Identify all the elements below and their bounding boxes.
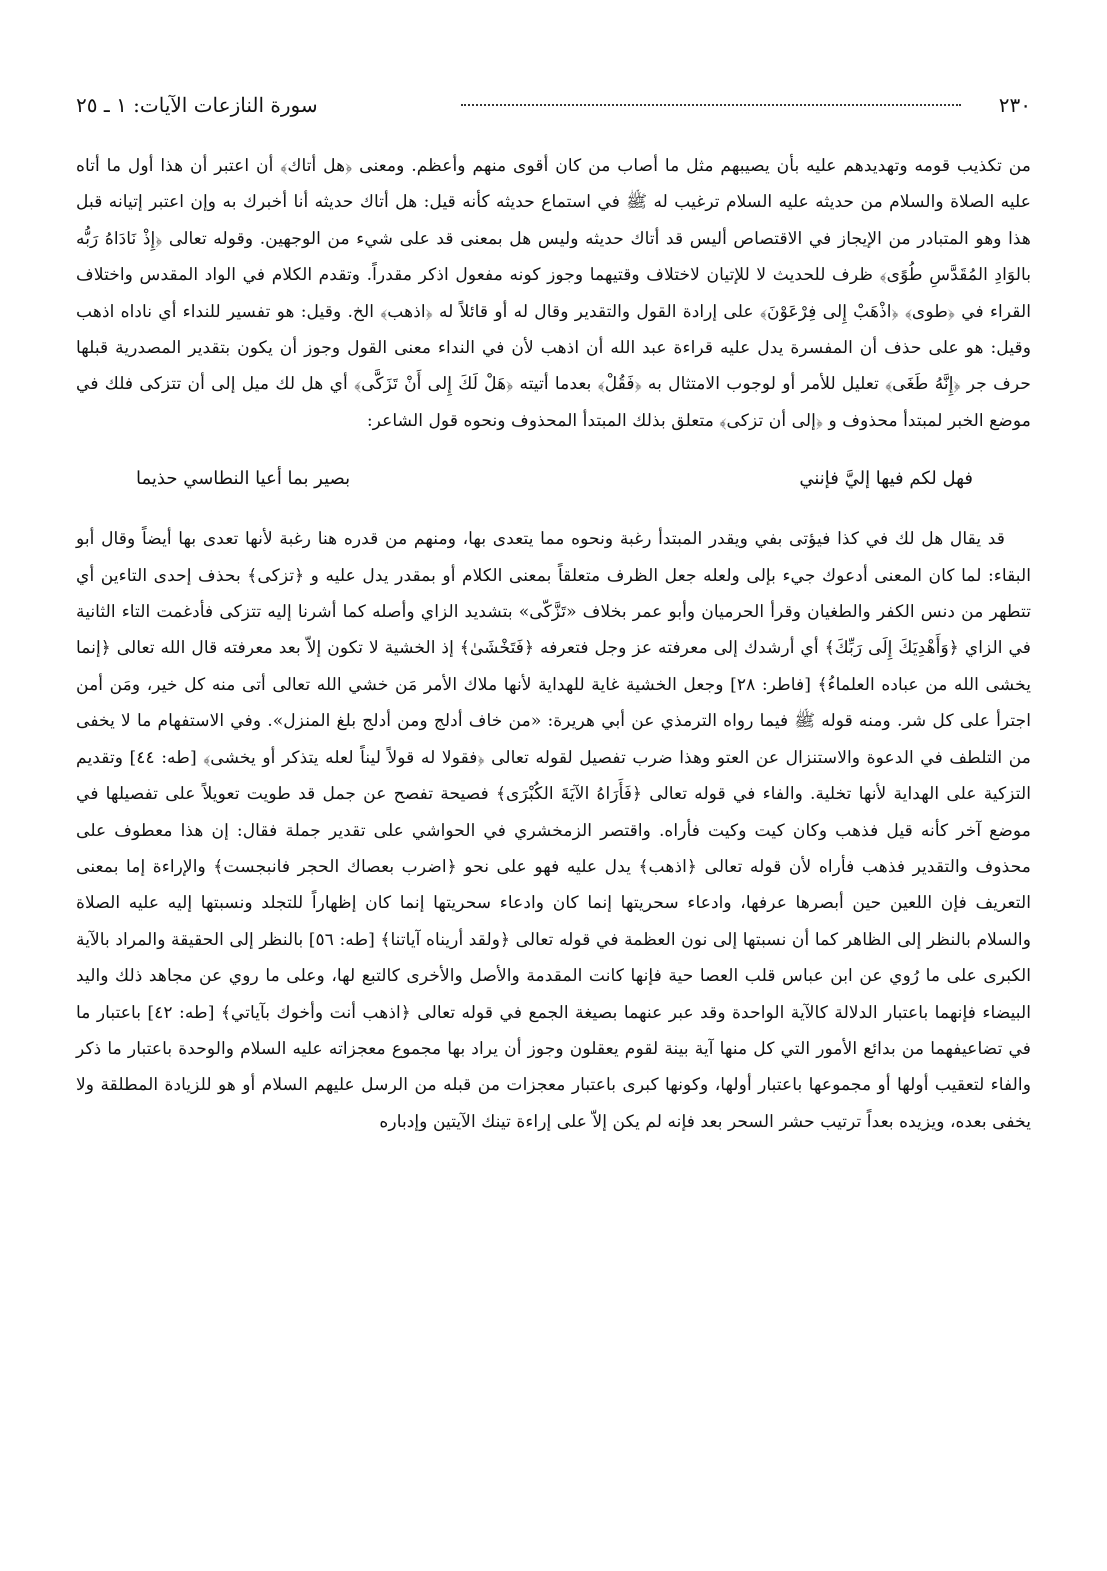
verse-left-hemistich: بصير بما أعيا النطاسي حذيما: [136, 468, 351, 490]
poetry-verse: [136, 461, 973, 497]
page-body: [76, 148, 1031, 1140]
section-title: سورة النازعات الآيات: ١ ـ ٢٥: [76, 93, 318, 117]
verse-right-hemistich: فهل لكم فيها إليَّ فإنني: [799, 468, 973, 490]
header-dotted-leader: [461, 104, 961, 106]
page-header: [76, 90, 1031, 120]
paragraph: من تكذيب قومه وتهديدهم عليه بأن يصيبهم مثل ما أصاب من كان أقوى منهم وأعظم. ومعنى ﴿هل أتاك﴾ أن اعتبر أن هذا أول ما أتاه عليه الصلاة والسلام من حديثه عليه السلام ترغيب له ﷺ في استماع حديثه كأنه قيل: هل أتاك حديثه أنا أخبرك به وإن اعتبر إتيانه قبل هذا وهو المتبادر من الإيجاز في الاقتصاص أليس قد أتاك حديثه وليس هل بمعنى قد على شيء من الوجهين. وقوله تعالى ﴿إِذْ نَادَاهُ رَبُّه بالوَادِ المُقَدَّسِ طُوًى﴾ ظرف للحديث لا للإتيان لاختلاف وقتيهما وجوز كونه مفعول اذكر مقدراً. وتقدم الكلام في الواد المقدس واختلاف القراء في ﴿طوى﴾ ﴿اذْهَبْ إِلى فِرْعَوْنَ﴾ على إرادة القول والتقدير وقال له أو قائلاً له ﴿اذهب﴾ الخ. وقيل: هو تفسير للنداء أي ناداه اذهب وقيل: هو على حذف أن المفسرة يدل عليه قراءة عبد الله أن اذهب لأن في النداء معنى القول وجوز أن يكون بتقدير المصدرية قبلها حرف جر ﴿إِنَّهُ طَغَى﴾ تعليل للأمر أو لوجوب الامتثال به ﴿فَقُلْ﴾ بعدما أتيته ﴿هَلْ لَكَ إِلى أَنْ تَزَكَّى﴾ أي هل لك ميل إلى أن تتزكى فلك في موضع الخبر لمبتدأ محذوف و ﴿إلى أن تزكى﴾ متعلق بذلك المبتدأ المحذوف ونحوه قول الشاعر:: [76, 156, 1031, 431]
paragraph: قد يقال هل لك في كذا فيؤتى بفي ويقدر المبتدأ رغبة ونحوه مما يتعدى بها، ومنهم من قدره هنا رغبة لأنها تعدى بها أيضاً وقال أبو البقاء: لما كان المعنى أدعوك جيء بإلى ولعله جعل الظرف متعلقاً بمعنى الكلام أو بمقدر يدل عليه و ﴿تزكى﴾ بحذف إحدى التاءين أي تتطهر من دنس الكفر والطغيان وقرأ الحرميان وأبو عمر بخلاف «تَزَّكّى» بتشديد الزاي وأصله كما أشرنا إليه تتزكى فأدغمت التاء الثانية في الزاي ﴿وَأَهْدِيَكَ إِلَى رَبِّكَ﴾ أي أرشدك إلى معرفته عز وجل فتعرفه ﴿فَتَخْشَىٰ﴾ إذ الخشية لا تكون إلاّ بعد معرفته قال الله تعالى ﴿إنما يخشى الله من عباده العلماءُ﴾ [فاطر: ٢٨] وجعل الخشية غاية للهداية لأنها ملاك الأمر مَن خشي الله تعالى أتى منه كل خير، ومَن أمن اجترأ على كل شر. ومنه قوله ﷺ فيما رواه الترمذي عن أبي هريرة: «من خاف أدلج ومن أدلج بلغ المنزل». وفي الاستفهام ما لا يخفى من التلطف في الدعوة والاستنزال عن العتو وهذا ضرب تفصيل لقوله تعالى ﴿فقولا له قولاً ليناً لعله يتذكر أو يخشى﴾ [طه: ٤٤] وتقديم التزكية على الهداية لأنها تخلية. والفاء في قوله تعالى ﴿فَأَرَاهُ الآيَةَ الكُبْرَى﴾ فصيحة تفصح عن جمل قد طويت تعويلاً على تفصيلها في موضع آخر كأنه قيل فذهب وكان كيت وكيت فأراه. واقتصر الزمخشري في الحواشي على تقدير جملة فقال: إن هذا معطوف على محذوف والتقدير فذهب فأراه لأن قوله تعالى ﴿اذهب﴾ يدل عليه فهو على نحو ﴿اضرب بعصاك الحجر فانبجست﴾ والإراءة إما بمعنى التعريف فإن اللعين حين أبصرها عرفها، وادعاء سحريتها إنما كان وادعاء سحريتها إنما كان إظهاراً للتجلد ونسبتها إليه عليه الصلاة والسلام بالنظر إلى الظاهر كما أن نسبتها إلى نون العظمة في قوله تعالى ﴿ولقد أريناه آياتنا﴾ [طه: ٥٦] بالنظر إلى الحقيقة والمراد بالآية الكبرى على ما رُوي عن ابن عباس قلب العصا حية فإنها كانت المقدمة والأصل والأخرى كالتبع لها، وعلى ما روي عن مجاهد ذلك واليد البيضاء فإنهما باعتبار الدلالة كالآية الواحدة وقد عبر عنهما بصيغة الجمع في قوله تعالى ﴿اذهب أنت وأخوك بآياتي﴾ [طه: ٤٢] باعتبار ما في تضاعيفهما من بدائع الأمور التي كل منها آية بينة لقوم يعقلون وجوز أن يراد بها مجموع معجزاته عليه السلام والوحدة باعتبار ما ذكر والفاء لتعقيب أولها أو مجموعها باعتبار أولها، وكونها كبرى باعتبار معجزات من قبله من الرسل عليهم السلام أو هو للزيادة المطلقة ولا يخفى بعده، ويزيده بعداً ترتيب حشر السحر بعد فإنه لم يكن إلاّ على إراءة تينك الآيتين وإدباره: [76, 529, 1032, 1132]
page-number: ٢٣٠: [998, 93, 1031, 117]
